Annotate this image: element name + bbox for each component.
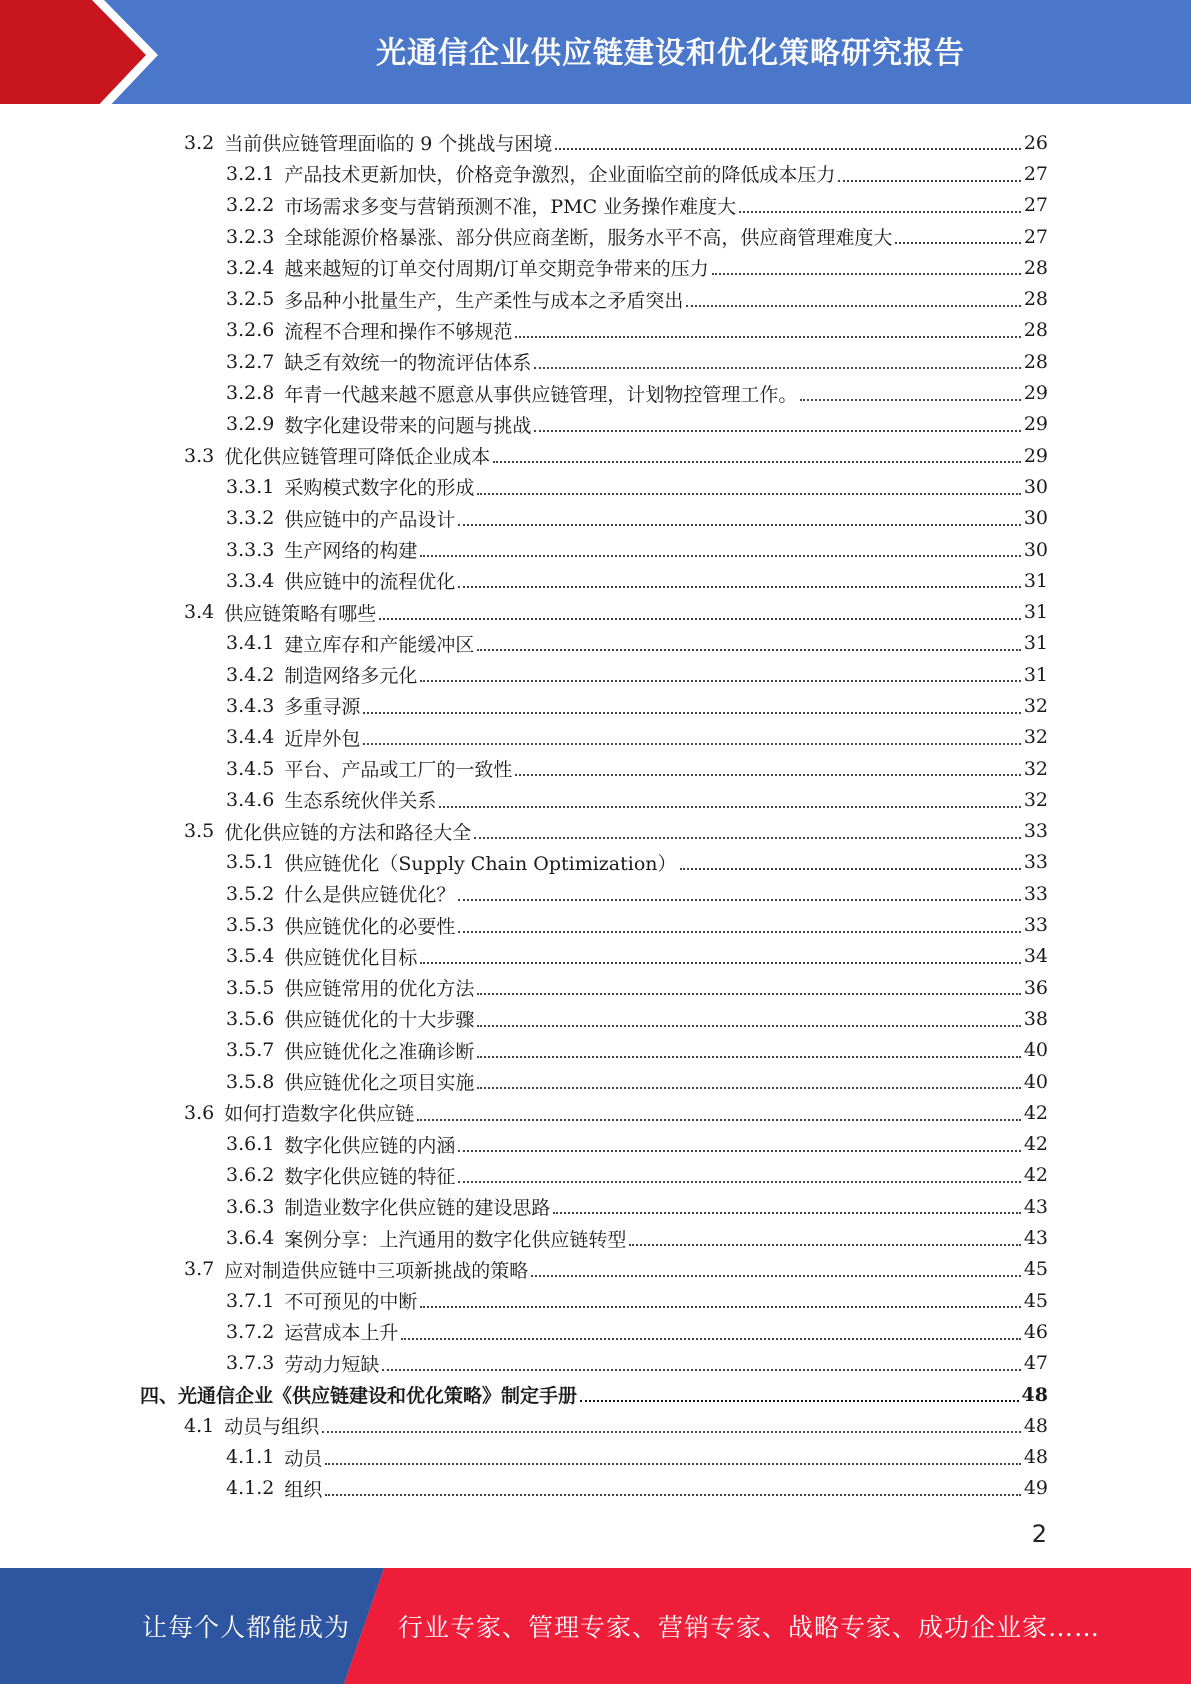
toc-entry-page: 28 [1023,350,1048,373]
toc-entry-page: 31 [1023,601,1048,624]
toc-dot-leader [458,1149,1020,1152]
toc-entry-page: 36 [1023,976,1048,999]
toc-dot-leader [458,585,1020,588]
toc-entry[interactable] [140,816,1048,847]
toc-entry-number: 3.4.6 [226,788,275,811]
toc-entry-page: 48 [1021,1383,1048,1406]
toc-entry-page: 28 [1023,288,1048,311]
toc-dot-leader [420,961,1020,964]
toc-entry-number: 3.2.8 [226,382,275,405]
toc-entry-title: 产品技术更新加快，价格竞争激烈，企业面临空前的降低成本压力 [284,164,836,187]
toc-dot-leader [325,1462,1020,1465]
toc-entry[interactable] [140,190,1048,221]
toc-entry-number: 4.1 [184,1414,215,1437]
toc-entry-number: 3.2.6 [226,319,275,342]
toc-entry-title: 年青一代越来越不愿意从事供应链管理，计划物控管理工作。 [284,383,798,406]
toc-entry-title: 优化供应链的方法和路径大全 [224,821,472,844]
toc-entry[interactable] [140,972,1048,1003]
toc-dot-leader [515,773,1020,776]
toc-entry[interactable] [140,1191,1048,1222]
toc-entry[interactable] [140,565,1048,596]
toc-dot-leader [379,617,1021,620]
toc-dot-leader [420,1305,1020,1308]
toc-entry-number: 3.6.2 [226,1164,275,1187]
chevron-red-shape [0,0,146,112]
toc-dot-leader [555,147,1020,150]
toc-entry-title: 多品种小批量生产，生产柔性与成本之矛盾突出 [284,289,684,312]
toc-entry-number: 3.6.3 [226,1195,275,1218]
toc-entry[interactable] [140,1222,1048,1253]
toc-dot-leader [477,1024,1020,1027]
toc-entry-page: 38 [1023,1007,1048,1030]
toc-entry[interactable] [140,127,1048,158]
table-of-contents [140,127,1048,1504]
toc-entry[interactable] [140,878,1048,909]
toc-entry-number: 3.2.1 [226,162,275,185]
toc-entry[interactable] [140,690,1048,721]
toc-entry[interactable] [140,1473,1048,1504]
toc-entry-number: 3.5.1 [226,851,275,874]
toc-entry-number: 4.1.2 [226,1477,275,1500]
toc-entry-number: 3.7.1 [226,1289,275,1312]
toc-entry-page: 34 [1023,945,1048,968]
toc-entry-number: 3.5.4 [226,945,275,968]
toc-dot-leader [363,711,1020,714]
document-title: 光通信企业供应链建设和优化策略研究报告 [376,36,965,71]
toc-entry-number: 3.3.1 [226,475,275,498]
toc-entry[interactable] [140,1160,1048,1191]
toc-entry-title: 缺乏有效统一的物流评估体系 [284,352,532,375]
toc-dot-leader [534,366,1020,369]
toc-dot-leader [363,742,1020,745]
toc-entry-title: 数字化供应链的内涵 [284,1134,456,1157]
toc-dot-leader [515,335,1020,338]
toc-dot-leader [458,523,1020,526]
toc-dot-leader [800,398,1020,401]
toc-entry[interactable] [140,941,1048,972]
toc-entry-number: 3.5.3 [226,914,275,937]
toc-entry[interactable] [140,659,1048,690]
toc-entry-title: 平台、产品或工厂的一致性 [284,759,513,782]
toc-entry[interactable] [140,847,1048,878]
toc-dot-leader [686,304,1020,307]
toc-entry-title: 供应链优化的必要性 [284,915,456,938]
toc-entry-title: 供应链优化之准确诊断 [284,1040,475,1063]
toc-entry-title: 建立库存和产能缓冲区 [284,633,475,656]
toc-entry-number: 3.2.7 [226,350,275,373]
toc-dot-leader [534,429,1020,432]
toc-dot-leader [895,241,1020,244]
toc-entry-title: 组织 [284,1478,323,1501]
toc-entry-page: 47 [1023,1352,1048,1375]
toc-entry-title: 如何打造数字化供应链 [224,1103,415,1126]
toc-entry-number: 3.5.8 [226,1070,275,1093]
toc-entry-number: 3.7 [184,1258,215,1281]
toc-entry-number: 3.6 [184,1101,215,1124]
toc-entry[interactable] [140,1379,1048,1410]
toc-entry-page: 32 [1023,788,1048,811]
toc-entry-page: 33 [1023,882,1048,905]
toc-entry-number: 3.4.4 [226,726,275,749]
toc-entry-number: 3.6.4 [226,1227,275,1250]
toc-entry-title: 优化供应链管理可降低企业成本 [224,446,491,469]
toc-entry-number: 3.5 [184,820,215,843]
toc-dot-leader [420,554,1020,557]
toc-entry[interactable] [140,628,1048,659]
toc-entry-number: 3.4.1 [226,632,275,655]
footer-slogan-right: 行业专家、管理专家、营销专家、战略专家、成功企业家…… [398,1613,1101,1642]
toc-entry-title: 生产网络的构建 [284,540,418,562]
red-chevron-logo [0,0,160,112]
toc-entry-number: 3.2.2 [226,194,275,217]
toc-entry[interactable] [140,1066,1048,1097]
toc-entry-title: 运营成本上升 [284,1322,399,1345]
toc-dot-leader [477,492,1020,495]
toc-entry[interactable] [140,503,1048,534]
toc-entry-number: 3.2 [184,131,215,154]
toc-dot-leader [838,179,1020,182]
toc-dot-leader [477,1086,1020,1089]
toc-entry-page: 32 [1023,694,1048,717]
toc-entry[interactable] [140,1097,1048,1128]
toc-entry-page: 45 [1023,1258,1048,1281]
toc-entry-title: 供应链中的产品设计 [284,508,456,531]
toc-entry-title: 流程不合理和操作不够规范 [284,320,513,343]
toc-dot-leader [322,1430,1021,1433]
toc-entry-number: 3.5.5 [226,976,275,999]
toc-dot-leader [458,898,1020,901]
toc-dot-leader [712,272,1021,275]
toc-entry[interactable] [140,409,1048,440]
toc-entry-title: 四、光通信企业《供应链建设和优化策略》制定手册 [140,1385,578,1408]
toc-entry-title: 供应链中的流程优化 [284,571,456,594]
toc-dot-leader [474,836,1021,839]
toc-entry[interactable] [140,534,1048,565]
toc-entry-number: 3.5.6 [226,1007,275,1030]
toc-dot-leader [417,1118,1021,1121]
toc-entry-page: 30 [1023,538,1048,561]
toc-entry[interactable] [140,596,1048,627]
toc-entry-page: 30 [1023,507,1048,530]
toc-entry[interactable] [140,1035,1048,1066]
toc-entry-page: 30 [1023,475,1048,498]
toc-entry-page: 27 [1023,162,1048,185]
page-footer [0,1568,1191,1684]
toc-entry-number: 3.2.4 [226,256,275,279]
toc-entry-page: 40 [1023,1070,1048,1093]
toc-entry-number: 3.4.3 [226,694,275,717]
toc-entry-page: 43 [1023,1227,1048,1250]
toc-entry-page: 49 [1023,1477,1048,1500]
toc-entry-page: 31 [1023,569,1048,592]
toc-entry-title: 不可预见的中断 [284,1291,418,1314]
toc-entry-title: 数字化供应链的特征 [284,1165,456,1188]
toc-dot-leader [531,1274,1021,1277]
toc-entry-page: 42 [1023,1101,1048,1124]
toc-entry-title: 劳动力短缺 [284,1353,380,1376]
toc-entry-number: 3.5.2 [226,882,275,905]
toc-entry-page: 45 [1023,1289,1048,1312]
toc-entry-page: 33 [1023,914,1048,937]
toc-dot-leader [458,1180,1020,1183]
toc-dot-leader [458,930,1020,933]
toc-entry-page: 29 [1023,444,1048,467]
toc-entry[interactable] [140,1441,1048,1472]
toc-dot-leader [629,1243,1020,1246]
toc-entry-title: 生态系统伙伴关系 [284,790,437,813]
toc-entry-number: 3.4 [184,601,215,624]
toc-entry-number: 3.4.5 [226,757,275,780]
toc-entry[interactable] [140,1410,1048,1441]
toc-entry[interactable] [140,221,1048,252]
toc-entry-number: 3.3 [184,444,215,467]
toc-entry-number: 3.7.3 [226,1352,275,1375]
toc-entry-title: 供应链策略有哪些 [224,602,377,625]
toc-dot-leader [739,210,1021,213]
toc-entry[interactable] [140,315,1048,346]
toc-entry[interactable] [140,909,1048,940]
toc-entry[interactable] [140,1348,1048,1379]
toc-entry[interactable] [140,1129,1048,1160]
toc-entry-title: 多重寻源 [284,696,361,719]
toc-entry-title: 越来越短的订单交付周期/订单交期竞争带来的压力 [284,258,709,281]
toc-entry[interactable] [140,471,1048,502]
toc-entry-title: 当前供应链管理面临的 9 个挑战与困境 [224,133,553,156]
toc-entry[interactable] [140,1254,1048,1285]
toc-entry-page: 27 [1023,225,1048,248]
toc-entry-title: 动员与组织 [224,1416,320,1439]
toc-entry-title: 制造网络多元化 [284,665,418,688]
toc-entry[interactable] [140,1003,1048,1034]
toc-entry-title: 供应链优化之项目实施 [284,1072,475,1095]
toc-entry-page: 33 [1023,820,1048,843]
toc-entry-title: 供应链优化（Supply Chain Optimization） [284,852,677,875]
toc-entry-page: 26 [1023,131,1048,154]
toc-entry-number: 3.2.3 [226,225,275,248]
toc-dot-leader [477,992,1020,995]
toc-entry[interactable] [140,346,1048,377]
toc-entry-page: 42 [1023,1164,1048,1187]
toc-entry-page: 32 [1023,757,1048,780]
toc-entry-page: 43 [1023,1195,1048,1218]
toc-entry-title: 供应链优化的十大步骤 [284,1009,475,1032]
toc-entry[interactable] [140,158,1048,189]
toc-entry-page: 27 [1023,194,1048,217]
toc-entry-number: 4.1.1 [226,1446,275,1469]
toc-entry-title: 全球能源价格暴涨、部分供应商垄断，服务水平不高，供应商管理难度大 [284,227,893,250]
toc-entry-page: 48 [1023,1414,1048,1437]
toc-dot-leader [553,1211,1020,1214]
toc-entry-number: 3.3.3 [226,538,275,561]
toc-entry[interactable] [140,784,1048,815]
toc-entry-number: 3.7.2 [226,1320,275,1343]
toc-dot-leader [680,867,1021,870]
toc-entry-number: 3.4.2 [226,663,275,686]
toc-entry[interactable] [140,1316,1048,1347]
toc-entry[interactable] [140,753,1048,784]
toc-dot-leader [477,648,1020,651]
toc-entry-page: 33 [1023,851,1048,874]
toc-entry-number: 3.2.5 [226,288,275,311]
toc-entry[interactable] [140,252,1048,283]
toc-entry-title: 应对制造供应链中三项新挑战的策略 [224,1259,529,1282]
toc-entry-page: 31 [1023,632,1048,655]
toc-entry[interactable] [140,440,1048,471]
toc-entry-title: 制造业数字化供应链的建设思路 [284,1197,551,1220]
toc-entry[interactable] [140,377,1048,408]
toc-entry-number: 3.3.2 [226,507,275,530]
toc-dot-leader [401,1337,1020,1340]
toc-dot-leader [325,1493,1020,1496]
toc-entry-title: 供应链优化目标 [284,946,418,969]
toc-entry-page: 46 [1023,1320,1048,1343]
toc-entry-title: 什么是供应链优化？ [284,884,456,907]
toc-entry-page: 40 [1023,1039,1048,1062]
toc-dot-leader [580,1399,1019,1402]
toc-entry[interactable] [140,283,1048,314]
page-header [0,0,1191,112]
toc-entry-number: 3.6.1 [226,1133,275,1156]
toc-entry-page: 29 [1023,382,1048,405]
toc-dot-leader [420,679,1020,682]
toc-dot-leader [382,1368,1020,1371]
toc-entry-title: 供应链常用的优化方法 [284,978,475,1001]
toc-entry[interactable] [140,722,1048,753]
toc-entry-title: 市场需求多变与营销预测不准，PMC 业务操作难度大 [284,195,737,218]
toc-entry-title: 近岸外包 [284,727,361,750]
toc-entry-title: 案例分享：上汽通用的数字化供应链转型 [284,1228,627,1251]
toc-entry-page: 32 [1023,726,1048,749]
page-number: 2 [1031,1520,1047,1548]
toc-dot-leader [477,1055,1020,1058]
toc-entry-title: 采购模式数字化的形成 [284,477,475,500]
toc-entry-title: 数字化建设带来的问题与挑战 [284,414,532,437]
toc-dot-leader [439,805,1020,808]
footer-slogan-left: 让每个人都能成为 [142,1613,351,1642]
toc-entry-number: 3.3.4 [226,569,275,592]
toc-entry-page: 48 [1023,1446,1048,1469]
header-divider [0,104,1191,112]
toc-entry-page: 28 [1023,256,1048,279]
toc-dot-leader [493,460,1021,463]
toc-entry-page: 29 [1023,413,1048,436]
toc-entry-number: 3.2.9 [226,413,275,436]
toc-entry-title: 动员 [284,1447,323,1470]
toc-entry[interactable] [140,1285,1048,1316]
toc-entry-page: 31 [1023,663,1048,686]
toc-entry-page: 42 [1023,1133,1048,1156]
toc-entry-page: 28 [1023,319,1048,342]
toc-entry-number: 3.5.7 [226,1039,275,1062]
